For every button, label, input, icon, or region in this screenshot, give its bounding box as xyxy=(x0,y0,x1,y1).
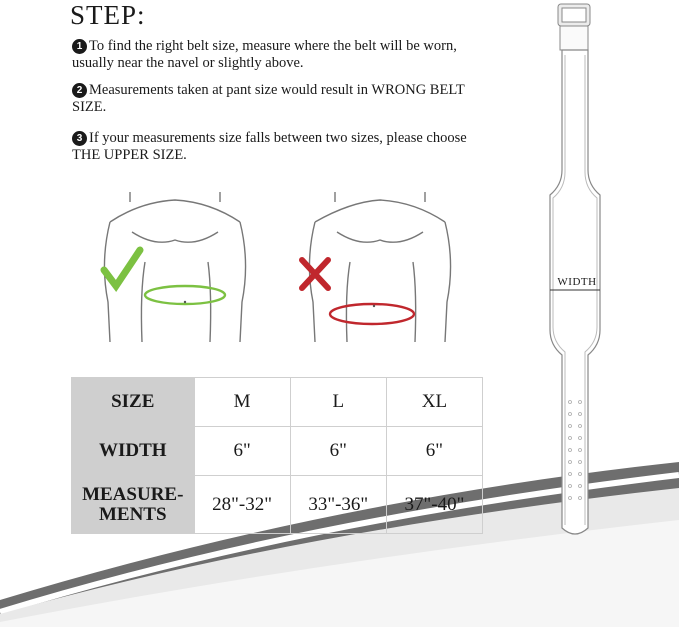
size-cell-m: M xyxy=(194,378,290,427)
belt-illustration xyxy=(540,0,610,540)
size-table xyxy=(71,377,483,534)
step-2 xyxy=(72,82,492,116)
row-header-width: WIDTH xyxy=(72,427,195,476)
size-cell-xl: XL xyxy=(386,378,482,427)
measurement-cell-l: 33"-36" xyxy=(290,476,386,534)
table-row-measurements xyxy=(72,476,483,534)
step-number-2: 2 xyxy=(72,83,87,98)
cross-icon xyxy=(302,260,328,288)
step-3-text: If your measurements size falls between two sizes, please choose THE UPPER SIZE. xyxy=(72,130,467,163)
table-row-width xyxy=(72,427,483,476)
page-title: STEP: xyxy=(70,0,146,30)
wrong-torso xyxy=(309,192,450,342)
check-icon xyxy=(104,250,140,286)
step-number-1: 1 xyxy=(72,39,87,54)
size-cell-l: L xyxy=(290,378,386,427)
step-1-text: To find the right belt size, measure where the belt will be worn, usually near the navel or slightly above. xyxy=(72,38,457,71)
measurement-cell-xl: 37"-40" xyxy=(386,476,482,534)
width-cell-m: 6" xyxy=(194,427,290,476)
step-2-text: Measurements taken at pant size would result in WRONG BELT SIZE. xyxy=(72,82,465,115)
width-cell-xl: 6" xyxy=(386,427,482,476)
row-header-size: SIZE xyxy=(72,378,195,427)
step-3 xyxy=(72,130,492,164)
belt-width-label: WIDTH xyxy=(557,276,597,288)
width-cell-l: 6" xyxy=(290,427,386,476)
torso-illustrations xyxy=(100,192,460,352)
wrong-waist-line xyxy=(330,304,414,324)
measurement-cell-m: 28"-32" xyxy=(194,476,290,534)
step-1 xyxy=(72,38,492,72)
table-row-size xyxy=(72,378,483,427)
row-header-measurements: MEASURE- MENTS xyxy=(72,476,195,534)
step-number-3: 3 xyxy=(72,131,87,146)
